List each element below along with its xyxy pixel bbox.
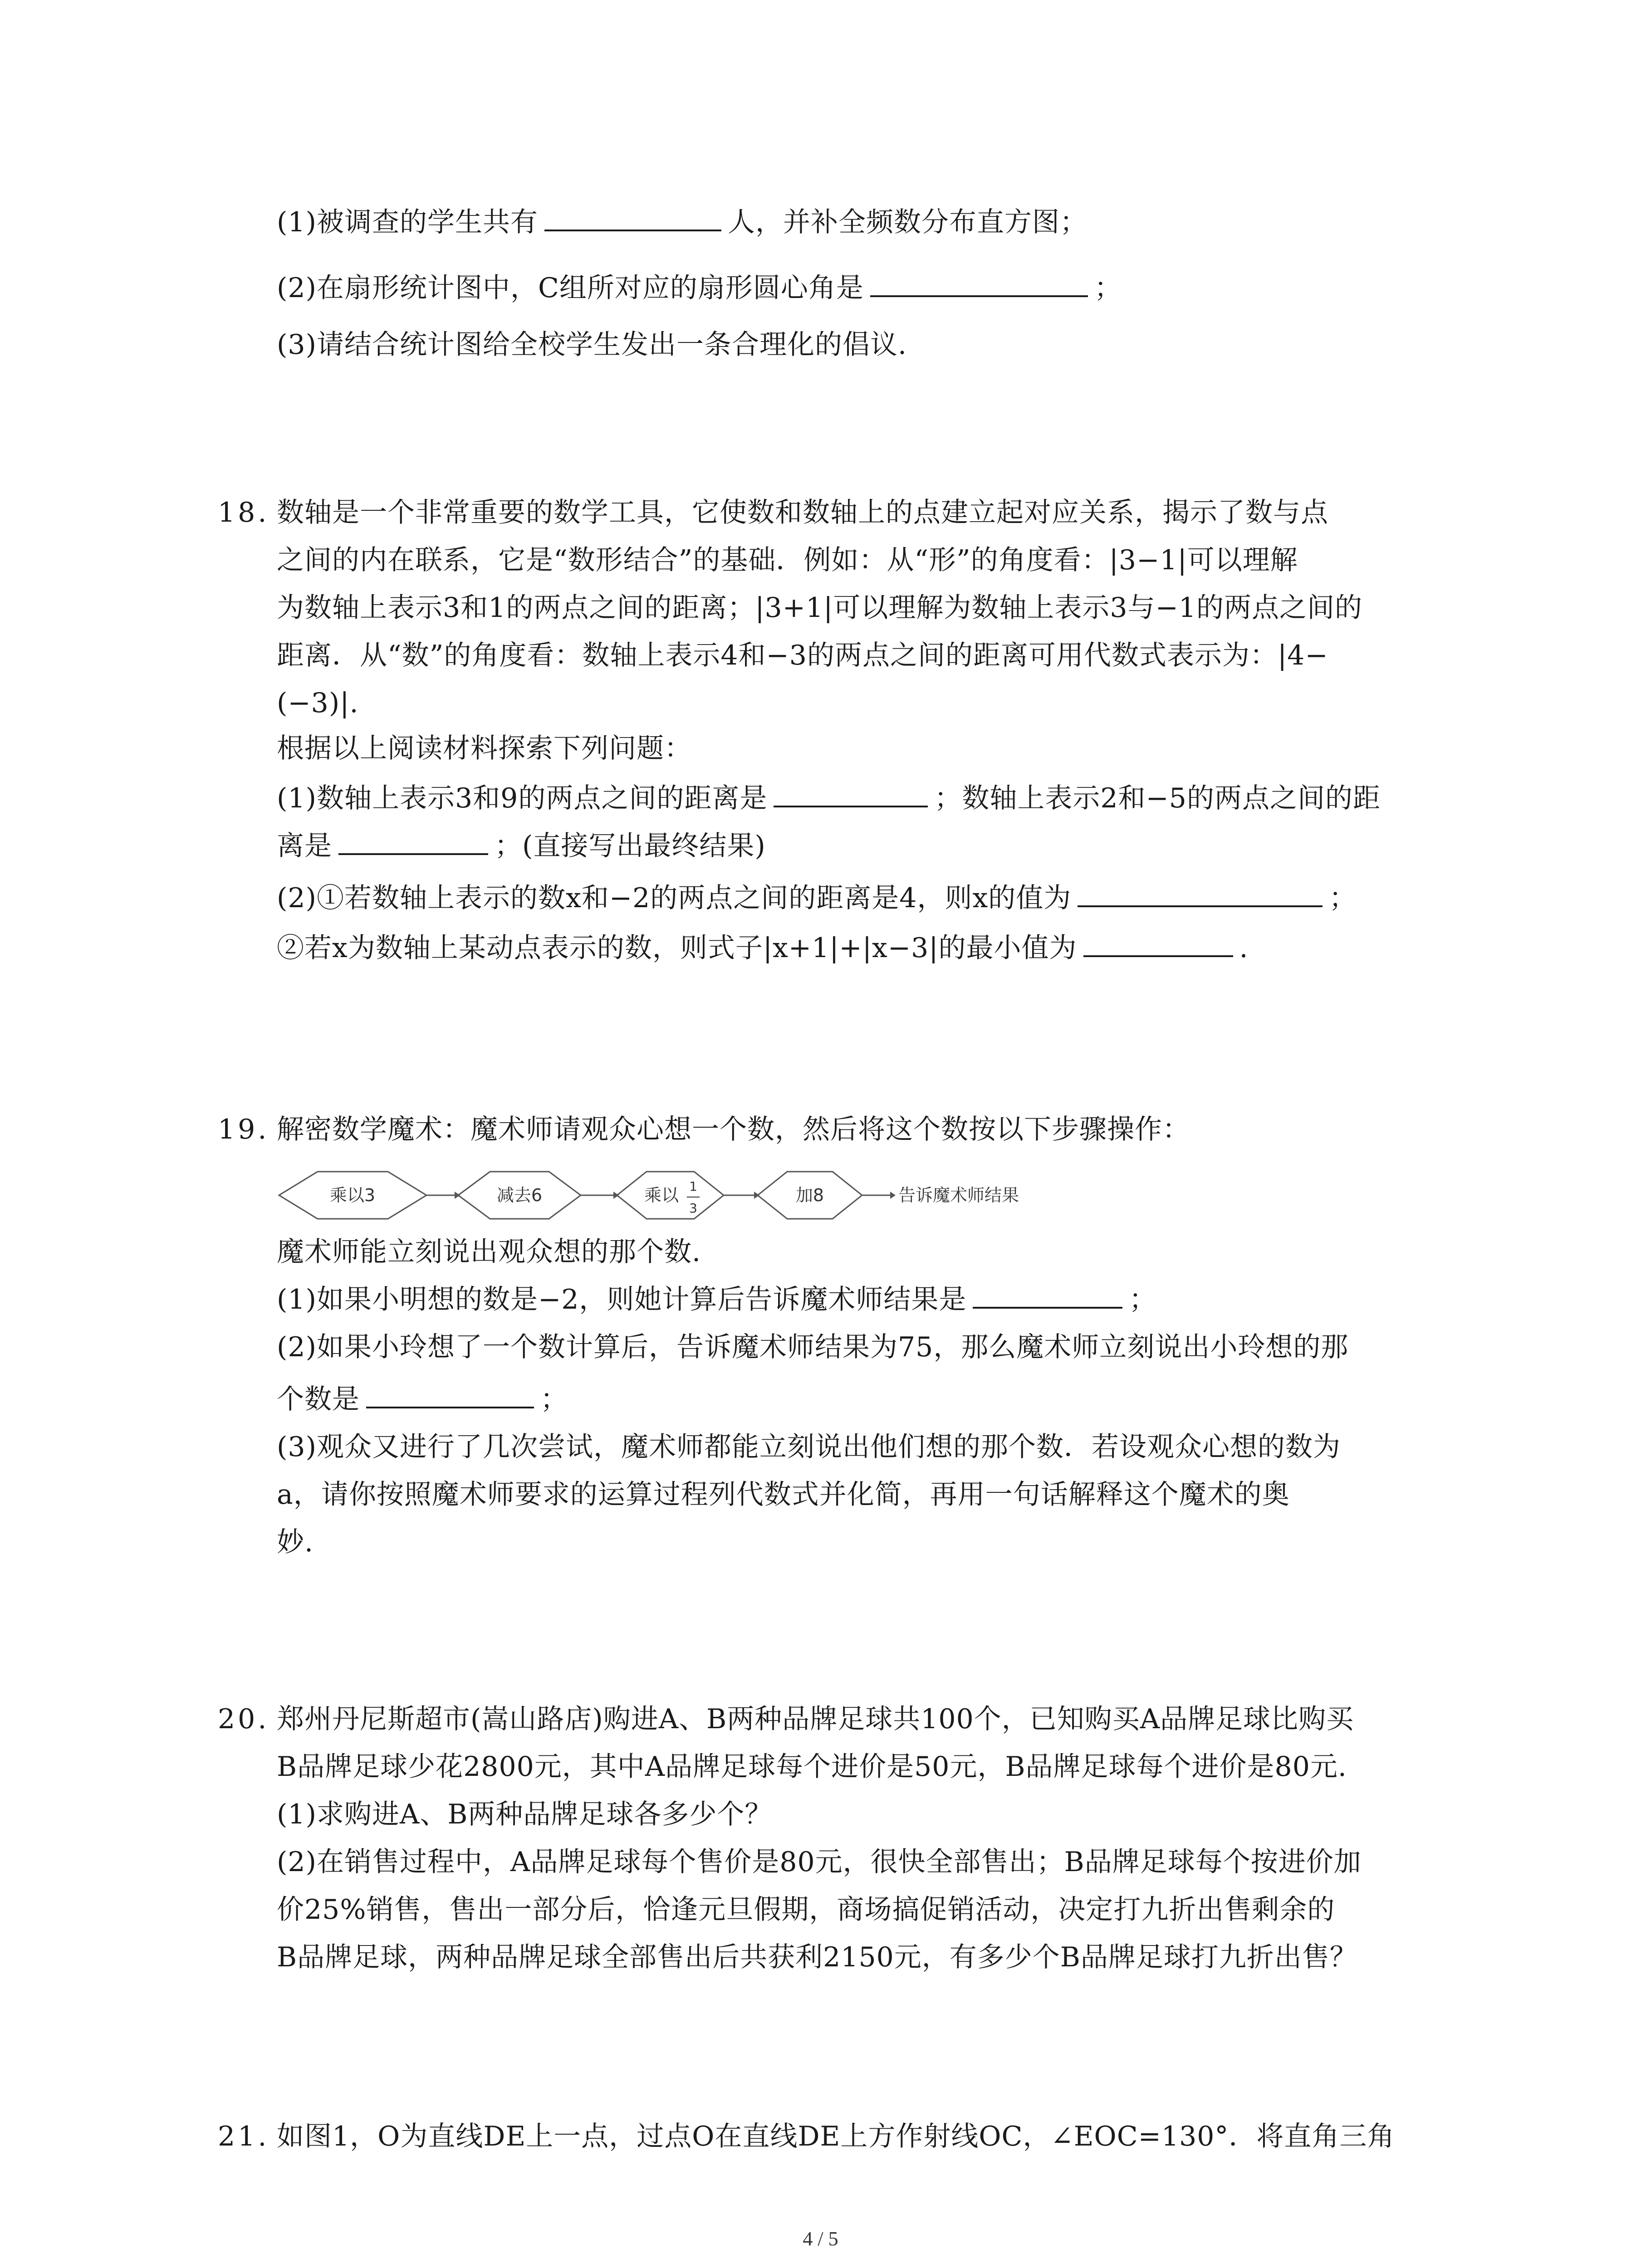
q18-line2: 之间的内在联系，它是“数形结合”的基础．例如：从“形”的角度看：|3−1|可以理解 bbox=[277, 544, 1298, 576]
answer-blank[interactable] bbox=[1078, 877, 1323, 907]
q19-line7: a，请你按照魔术师要求的运算过程列代数式并化简，再用一句话解释这个魔术的奥 bbox=[277, 1479, 1290, 1510]
q18-line7: (1)数轴上表示3和9的两点之间的距离是 ；数轴上表示2和−5的两点之间的距 bbox=[277, 776, 1381, 821]
q17-part3: (3)请结合统计图给全校学生发出一条合理化的倡议. bbox=[277, 329, 907, 361]
page-number: 4 / 5 bbox=[803, 2228, 838, 2250]
q20-line3: (1)求购进A、B两种品牌足球各多少个？ bbox=[277, 1799, 773, 1830]
q19-number: 19. bbox=[218, 1114, 269, 1145]
flow-step-3-numerator: 1 bbox=[689, 1179, 697, 1194]
q18-line1: 数轴是一个非常重要的数学工具，它使数和数轴上的点建立起对应关系，揭示了数与点 bbox=[277, 497, 1328, 528]
q20-line6: B品牌足球，两种品牌足球全部售出后共获利2150元，有多少个B品牌足球打九折出售？ bbox=[277, 1941, 1357, 1973]
q20-line4: (2)在销售过程中，A品牌足球每个售价是80元，很快全部售出；B品牌足球每个按进价加 bbox=[277, 1846, 1362, 1878]
q21-line1: 如图1，O为直线DE上一点，过点O在直线DE上方作射线OC，∠EOC=130°．将直角三角 bbox=[277, 2121, 1395, 2152]
q21-number: 21. bbox=[218, 2121, 269, 2152]
flow-step-4: 加8 bbox=[795, 1185, 824, 1205]
arrow-icon bbox=[754, 1192, 759, 1199]
operation-flowchart bbox=[277, 1163, 1019, 1227]
flow-step-3-denominator: 3 bbox=[689, 1201, 697, 1216]
answer-blank[interactable] bbox=[544, 201, 721, 231]
q20-number: 20. bbox=[218, 1703, 269, 1735]
answer-blank[interactable] bbox=[366, 1378, 534, 1408]
q18-line9: (2)①若数轴上表示的数x和−2的两点之间的距离是4，则x的值为 ； bbox=[277, 875, 1357, 921]
q18-line5: (−3)|. bbox=[277, 687, 359, 719]
arrow-icon bbox=[890, 1192, 896, 1199]
q19-line3: (1)如果小明想的数是−2，则她计算后告诉魔术师结果是 ； bbox=[277, 1277, 1156, 1322]
q18-line10: ②若x为数轴上某动点表示的数，则式子|x+1|+|x−3|的最小值为 . bbox=[277, 925, 1249, 971]
q17-part2: (2)在扇形统计图中，C组所对应的扇形圆心角是 ； bbox=[277, 265, 1122, 311]
q18-line6: 根据以上阅读材料探索下列问题： bbox=[277, 733, 692, 764]
q19-line8: 妙. bbox=[277, 1526, 314, 1558]
answer-blank[interactable] bbox=[338, 825, 488, 855]
q17-part1: (1)被调查的学生共有 人，并补全频数分布直方图； bbox=[277, 200, 1087, 245]
answer-blank[interactable] bbox=[774, 777, 928, 807]
q18-number: 18. bbox=[218, 497, 269, 528]
flow-result: 告诉魔术师结果 bbox=[898, 1185, 1019, 1205]
q18-line8: 离是 ；(直接写出最终结果) bbox=[277, 823, 766, 869]
q19-line4: (2)如果小玲想了一个数计算后，告诉魔术师结果为75，那么魔术师立刻说出小玲想的那 bbox=[277, 1331, 1349, 1363]
q18-line4: 距离．从“数”的角度看：数轴上表示4和−3的两点之间的距离可用代数式表示为：|4− bbox=[277, 640, 1328, 671]
q20-line5: 价25%销售，售出一部分后，恰逢元旦假期，商场搞促销活动，决定打九折出售剩余的 bbox=[277, 1894, 1335, 1926]
flow-step-2: 减去6 bbox=[496, 1185, 543, 1205]
q19-line2: 魔术师能立刻说出观众想的那个数. bbox=[277, 1236, 701, 1268]
arrow-icon bbox=[613, 1192, 619, 1199]
arrow-icon bbox=[455, 1192, 460, 1199]
q20-line2: B品牌足球少花2800元，其中A品牌足球每个进价是50元，B品牌足球每个进价是80元. bbox=[277, 1751, 1347, 1783]
q20-line1: 郑州丹尼斯超市(嵩山路店)购进A、B两种品牌足球共100个，已知购买A品牌足球比购买 bbox=[277, 1703, 1354, 1735]
answer-blank[interactable] bbox=[973, 1279, 1122, 1309]
q18-line3: 为数轴上表示3和1的两点之间的距离；|3+1|可以理解为数轴上表示3与−1的两点之间的 bbox=[277, 592, 1363, 624]
q19-line5: 个数是 ； bbox=[277, 1377, 568, 1422]
answer-blank[interactable] bbox=[870, 267, 1088, 297]
flow-step-3-prefix: 乘以 bbox=[644, 1185, 679, 1205]
flow-step-1: 乘以3 bbox=[329, 1185, 376, 1205]
q19-line1: 解密数学魔术：魔术师请观众心想一个数，然后将这个数按以下步骤操作： bbox=[277, 1114, 1190, 1145]
answer-blank[interactable] bbox=[1083, 927, 1233, 957]
q19-line6: (3)观众又进行了几次尝试，魔术师都能立刻说出他们想的那个数．若设观众心想的数为 bbox=[277, 1431, 1341, 1463]
